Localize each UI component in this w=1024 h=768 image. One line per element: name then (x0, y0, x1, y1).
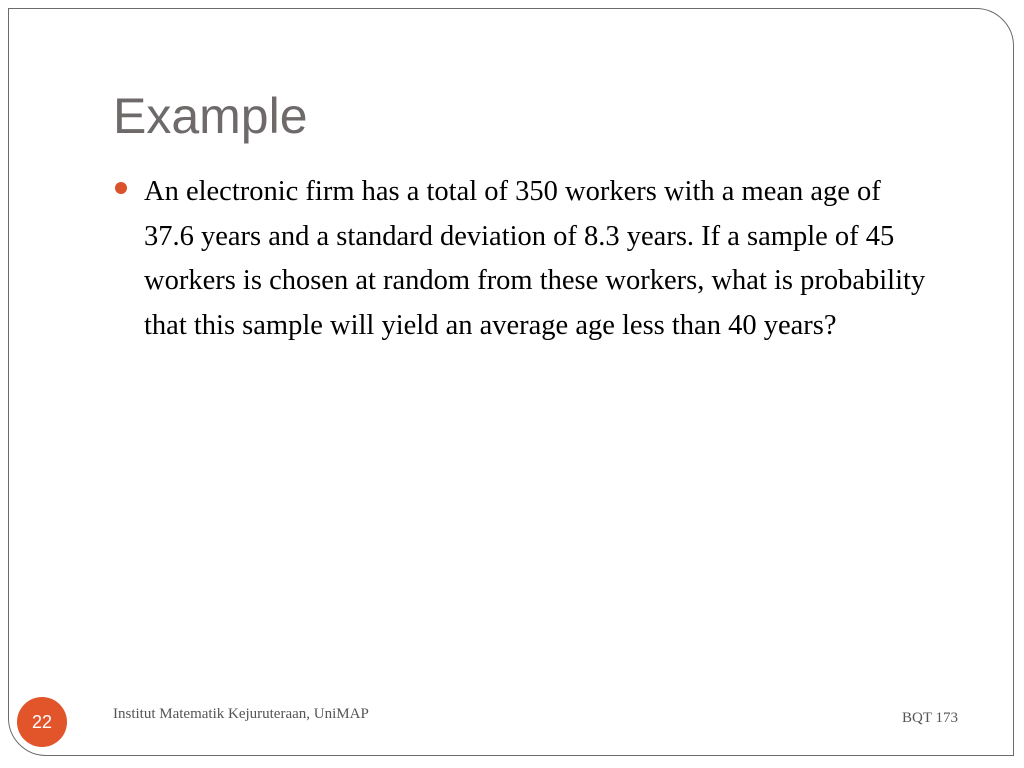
footer-institution: Institut Matematik Kejuruteraan, UniMAP (113, 706, 369, 722)
bullet-item (114, 170, 934, 348)
bullet-dot-icon (115, 182, 127, 194)
bullet-text: An electronic firm has a total of 350 workers with a mean age of 37.6 years and a standard deviation of 8.3 years. If a sample of 45 workers is chosen at random from these workers, what is probability that this sample will yield an average age less than 40 years? (144, 176, 926, 341)
bullet-list (114, 170, 934, 348)
footer-course-code: BQT 173 (902, 710, 958, 726)
page-number-badge: 22 (17, 697, 67, 747)
slide-title: Example (113, 88, 308, 144)
